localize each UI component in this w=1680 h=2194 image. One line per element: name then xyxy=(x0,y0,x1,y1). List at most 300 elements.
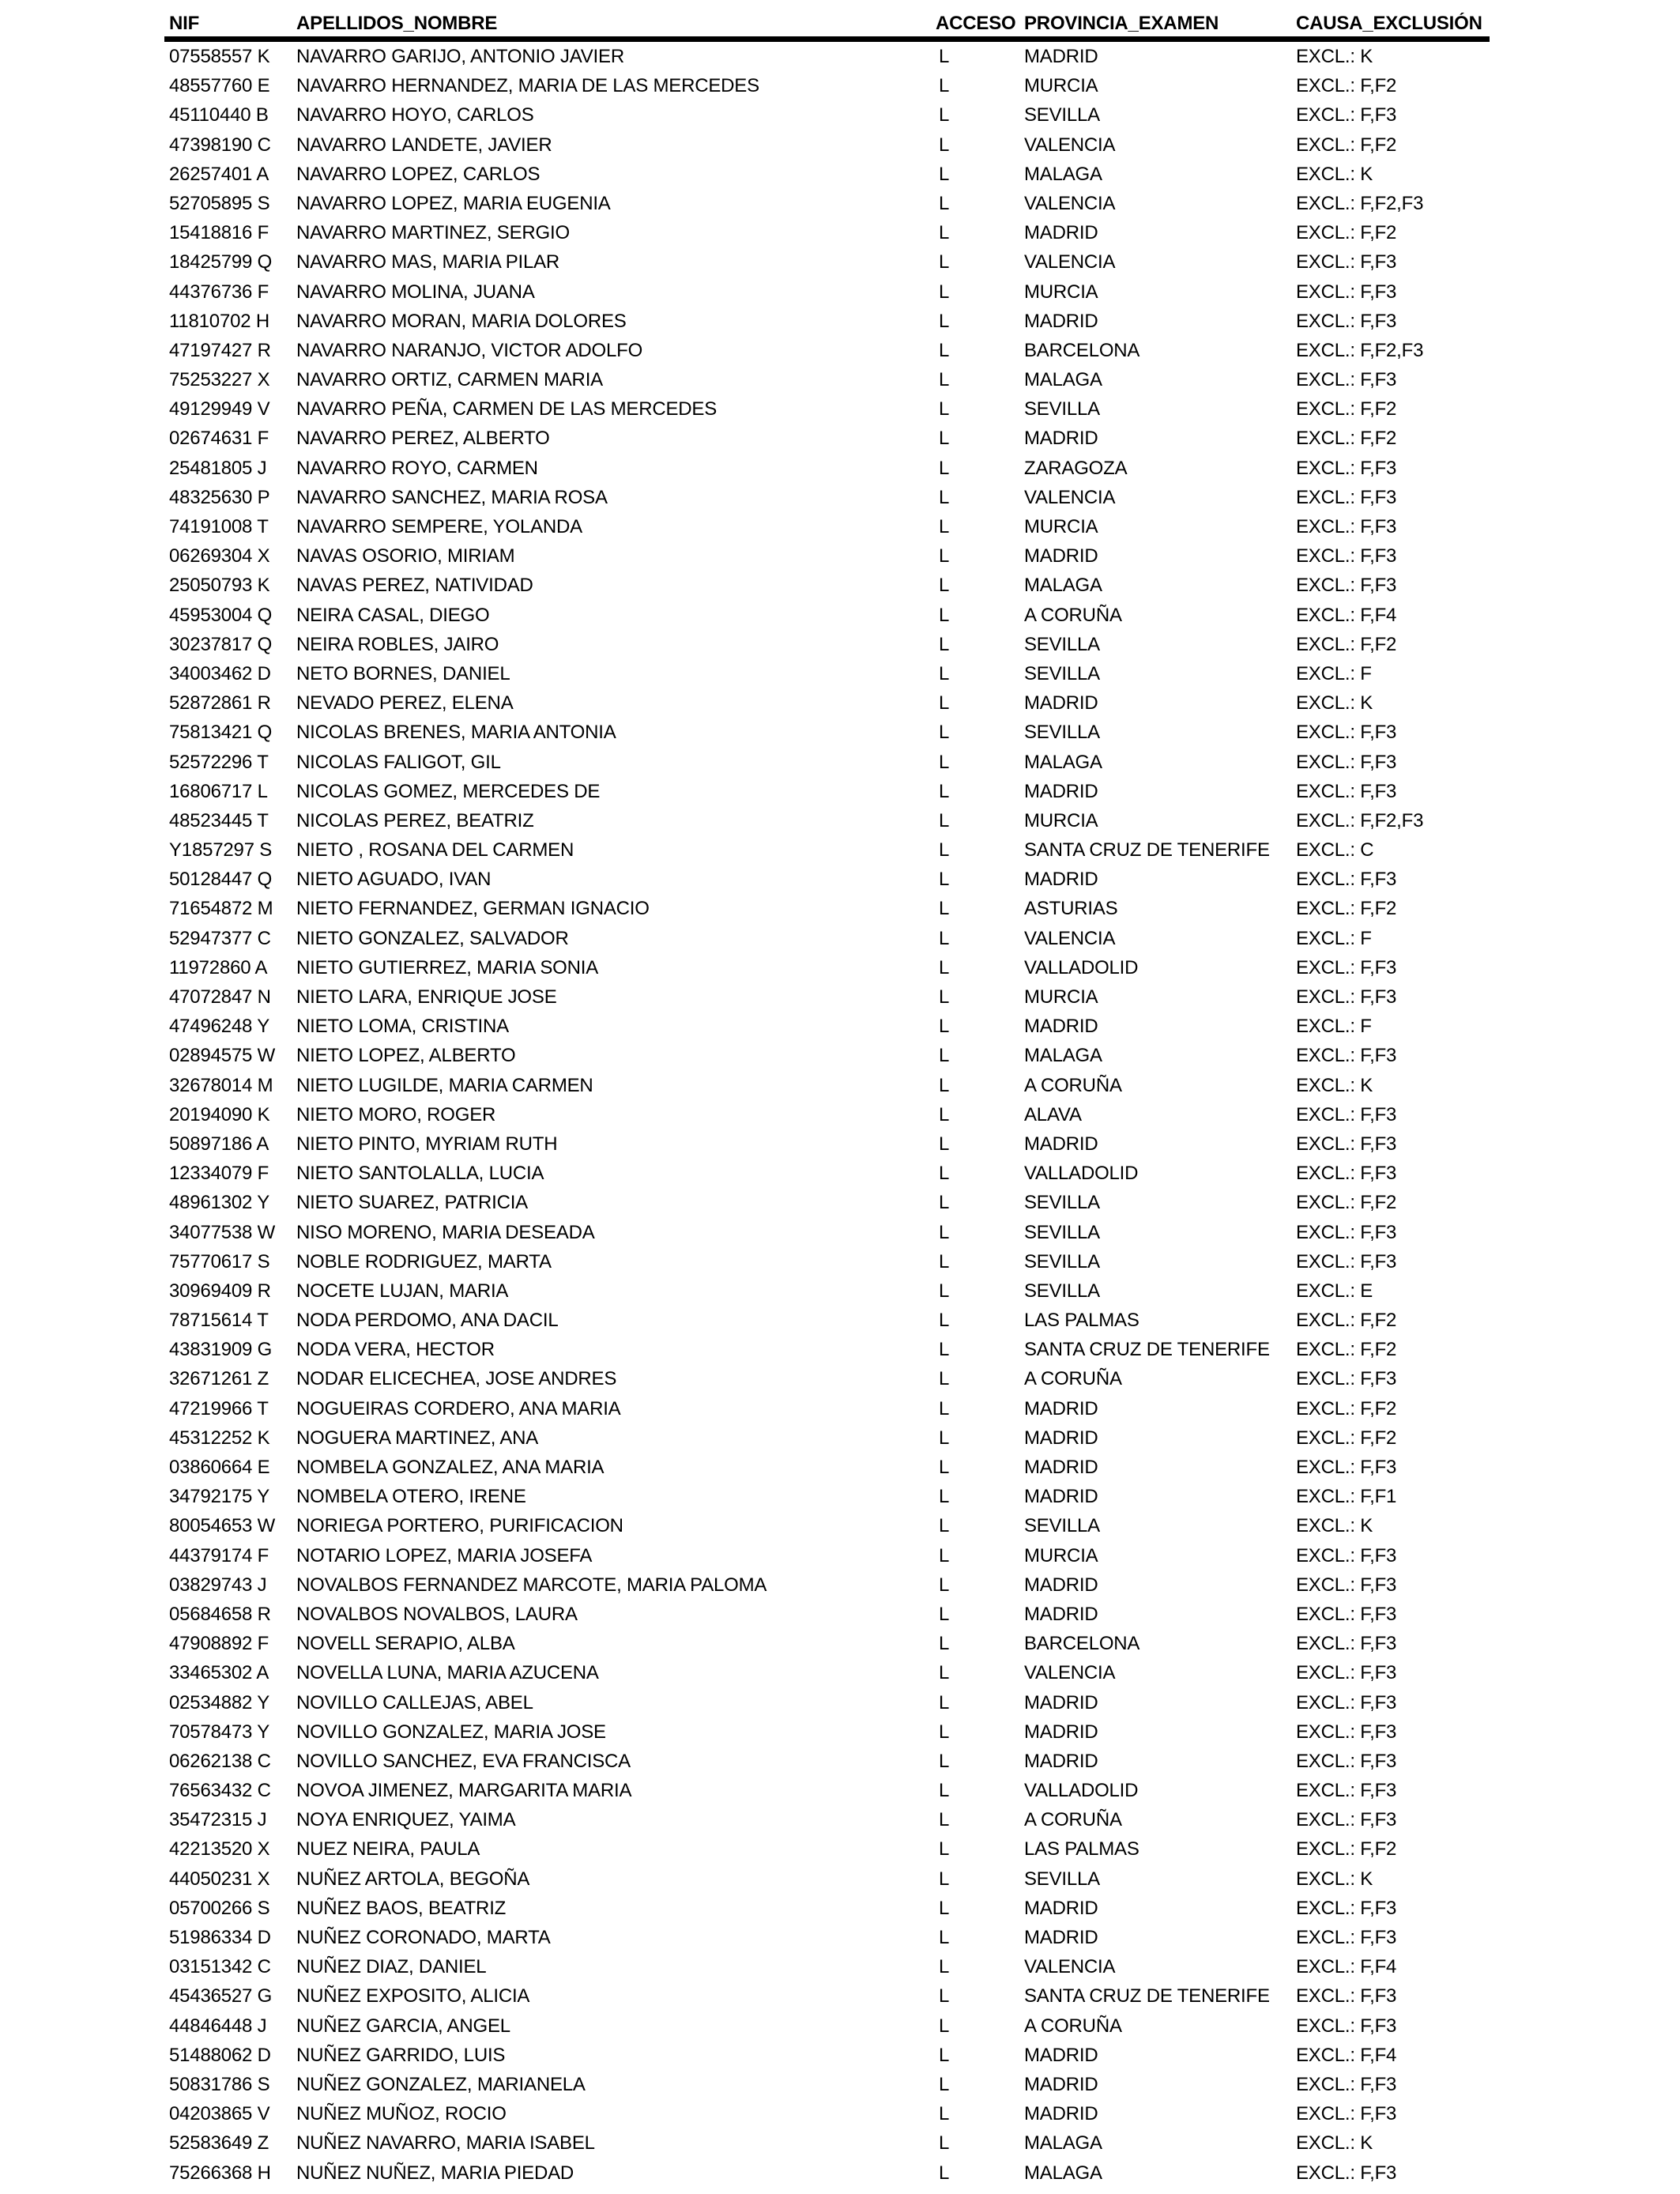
nif-cell: 48557760 E xyxy=(169,75,270,97)
name-cell: NOCETE LUJAN, MARIA xyxy=(296,1280,509,1302)
provincia-cell: MALAGA xyxy=(1024,575,1102,597)
provincia-cell: SEVILLA xyxy=(1024,1280,1100,1302)
table-row xyxy=(164,483,1490,512)
nif-cell: 26257401 A xyxy=(169,163,269,185)
table-row xyxy=(164,218,1490,247)
provincia-cell: SEVILLA xyxy=(1024,633,1100,655)
table-row xyxy=(164,2070,1490,2099)
name-cell: NIETO GUTIERREZ, MARIA SONIA xyxy=(296,956,599,978)
name-cell: NICOLAS FALIGOT, GIL xyxy=(296,751,501,773)
provincia-cell: MADRID xyxy=(1024,1691,1098,1713)
name-cell: NAVARRO GARIJO, ANTONIO JAVIER xyxy=(296,46,624,67)
acceso-cell: L xyxy=(939,1221,950,1243)
name-cell: NODA VERA, HECTOR xyxy=(296,1339,495,1361)
causa-cell: EXCL.: F,F3 xyxy=(1296,1603,1397,1625)
table-row xyxy=(164,1129,1490,1159)
provincia-cell: SANTA CRUZ DE TENERIFE xyxy=(1024,839,1270,861)
causa-cell: EXCL.: F,F3 xyxy=(1296,1809,1397,1831)
provincia-cell: BARCELONA xyxy=(1024,339,1140,361)
acceso-cell: L xyxy=(939,869,950,891)
nif-cell: 02674631 F xyxy=(169,428,269,450)
causa-cell: EXCL.: F,F3 xyxy=(1296,722,1397,744)
causa-cell: EXCL.: F,F3 xyxy=(1296,1897,1397,1919)
causa-cell: EXCL.: F,F3 xyxy=(1296,104,1397,126)
table-row xyxy=(164,365,1490,394)
table-row xyxy=(164,1012,1490,1041)
acceso-cell: L xyxy=(939,516,950,537)
name-cell: NICOLAS GOMEZ, MERCEDES DE xyxy=(296,780,601,802)
causa-cell: EXCL.: F,F3 xyxy=(1296,516,1397,537)
acceso-cell: L xyxy=(939,1368,950,1390)
provincia-cell: SEVILLA xyxy=(1024,398,1100,420)
provincia-cell: MURCIA xyxy=(1024,1544,1098,1566)
provincia-cell: MURCIA xyxy=(1024,986,1098,1008)
table-row xyxy=(164,454,1490,483)
nif-cell: 52705895 S xyxy=(169,192,270,214)
table-row xyxy=(164,42,1490,71)
causa-cell: EXCL.: F,F3 xyxy=(1296,457,1397,479)
name-cell: NOGUERA MARTINEZ, ANA xyxy=(296,1427,539,1449)
nif-cell: 07558557 K xyxy=(169,46,270,67)
table-row xyxy=(164,1864,1490,1894)
causa-cell: EXCL.: F,F3 xyxy=(1296,780,1397,802)
table-row xyxy=(164,100,1490,130)
nif-cell: 71654872 M xyxy=(169,898,273,920)
table-row xyxy=(164,1159,1490,1188)
nif-cell: 76563432 C xyxy=(169,1780,271,1802)
nif-cell: 47072847 N xyxy=(169,986,271,1008)
name-cell: NAVARRO SANCHEZ, MARIA ROSA xyxy=(296,486,608,508)
nif-cell: 47908892 F xyxy=(169,1633,269,1655)
acceso-cell: L xyxy=(939,1603,950,1625)
acceso-cell: L xyxy=(939,1192,950,1214)
acceso-cell: L xyxy=(939,1956,950,1978)
acceso-cell: L xyxy=(939,192,950,214)
table-row xyxy=(164,1629,1490,1658)
nif-cell: 03829743 J xyxy=(169,1574,267,1596)
acceso-cell: L xyxy=(939,780,950,802)
nif-cell: 25050793 K xyxy=(169,575,270,597)
nif-cell: 48961302 Y xyxy=(169,1192,270,1214)
provincia-cell: MALAGA xyxy=(1024,369,1102,391)
name-cell: NEIRA ROBLES, JAIRO xyxy=(296,633,499,655)
nif-cell: 75770617 S xyxy=(169,1250,270,1272)
causa-cell: EXCL.: F,F4 xyxy=(1296,2044,1397,2066)
nif-cell: 70578473 Y xyxy=(169,1721,270,1743)
acceso-cell: L xyxy=(939,575,950,597)
causa-cell: EXCL.: F,F2,F3 xyxy=(1296,809,1424,831)
column-header-acceso: ACCESO xyxy=(936,13,1016,34)
table-row xyxy=(164,601,1490,630)
provincia-cell: SEVILLA xyxy=(1024,1192,1100,1214)
provincia-cell: MADRID xyxy=(1024,1133,1098,1155)
table-row xyxy=(164,1482,1490,1511)
provincia-cell: MALAGA xyxy=(1024,2132,1102,2154)
provincia-cell: SEVILLA xyxy=(1024,1515,1100,1537)
acceso-cell: L xyxy=(939,898,950,920)
name-cell: NICOLAS BRENES, MARIA ANTONIA xyxy=(296,722,616,744)
name-cell: NICOLAS PEREZ, BEATRIZ xyxy=(296,809,534,831)
causa-cell: EXCL.: F,F1 xyxy=(1296,1486,1397,1508)
table-row xyxy=(164,1423,1490,1453)
acceso-cell: L xyxy=(939,545,950,567)
table-row xyxy=(164,982,1490,1012)
nif-cell: 50831786 S xyxy=(169,2073,270,2095)
acceso-cell: L xyxy=(939,2103,950,2125)
table-row xyxy=(164,777,1490,806)
table-row xyxy=(164,1218,1490,1247)
provincia-cell: MADRID xyxy=(1024,1927,1098,1948)
causa-cell: EXCL.: F,F3 xyxy=(1296,1045,1397,1067)
causa-cell: EXCL.: F,F3 xyxy=(1296,281,1397,303)
acceso-cell: L xyxy=(939,1250,950,1272)
name-cell: NODA PERDOMO, ANA DACIL xyxy=(296,1310,559,1332)
causa-cell: EXCL.: F,F2 xyxy=(1296,898,1397,920)
provincia-cell: SANTA CRUZ DE TENERIFE xyxy=(1024,1339,1270,1361)
name-cell: NUÑEZ BAOS, BEATRIZ xyxy=(296,1897,507,1919)
acceso-cell: L xyxy=(939,1515,950,1537)
name-cell: NAVARRO LOPEZ, CARLOS xyxy=(296,163,541,185)
name-cell: NOVILLO GONZALEZ, MARIA JOSE xyxy=(296,1721,606,1743)
causa-cell: EXCL.: F xyxy=(1296,662,1372,684)
name-cell: NIETO LARA, ENRIQUE JOSE xyxy=(296,986,557,1008)
table-row xyxy=(164,718,1490,747)
nif-cell: 32678014 M xyxy=(169,1074,273,1096)
name-cell: NOVALBOS NOVALBOS, LAURA xyxy=(296,1603,578,1625)
acceso-cell: L xyxy=(939,222,950,244)
nif-cell: 45953004 Q xyxy=(169,604,273,626)
acceso-cell: L xyxy=(939,46,950,67)
provincia-cell: MURCIA xyxy=(1024,281,1098,303)
causa-cell: EXCL.: F,F3 xyxy=(1296,369,1397,391)
name-cell: NUÑEZ MUÑOZ, ROCIO xyxy=(296,2103,507,2125)
table-row xyxy=(164,424,1490,453)
causa-cell: EXCL.: K xyxy=(1296,1074,1373,1096)
nif-cell: 51986334 D xyxy=(169,1927,271,1948)
causa-cell: EXCL.: C xyxy=(1296,839,1374,861)
name-cell: NAVARRO MAS, MARIA PILAR xyxy=(296,251,560,273)
nif-cell: 11972860 A xyxy=(169,956,268,978)
acceso-cell: L xyxy=(939,310,950,332)
provincia-cell: SEVILLA xyxy=(1024,722,1100,744)
acceso-cell: L xyxy=(939,281,950,303)
causa-cell: EXCL.: F,F3 xyxy=(1296,956,1397,978)
causa-cell: EXCL.: F,F2 xyxy=(1296,1310,1397,1332)
causa-cell: EXCL.: F,F3 xyxy=(1296,1927,1397,1948)
table-row xyxy=(164,541,1490,571)
causa-cell: EXCL.: F,F3 xyxy=(1296,1750,1397,1772)
acceso-cell: L xyxy=(939,1486,950,1508)
table-row xyxy=(164,2041,1490,2070)
name-cell: NUÑEZ DIAZ, DANIEL xyxy=(296,1956,487,1978)
nif-cell: 50897186 A xyxy=(169,1133,269,1155)
name-cell: NIETO LOMA, CRISTINA xyxy=(296,1016,509,1038)
acceso-cell: L xyxy=(939,986,950,1008)
provincia-cell: MADRID xyxy=(1024,1721,1098,1743)
table-row xyxy=(164,1453,1490,1482)
table-row xyxy=(164,688,1490,718)
causa-cell: EXCL.: F,F3 xyxy=(1296,1163,1397,1185)
table-row xyxy=(164,1923,1490,1952)
acceso-cell: L xyxy=(939,1780,950,1802)
table-row xyxy=(164,1717,1490,1747)
causa-cell: EXCL.: F,F3 xyxy=(1296,251,1397,273)
name-cell: NISO MORENO, MARIA DESEADA xyxy=(296,1221,595,1243)
header-rule xyxy=(164,36,1490,42)
causa-cell: EXCL.: F,F2 xyxy=(1296,1427,1397,1449)
nif-cell: 12334079 F xyxy=(169,1163,269,1185)
table-row xyxy=(164,2158,1490,2188)
table-row xyxy=(164,1276,1490,1306)
table-row xyxy=(164,1894,1490,1923)
acceso-cell: L xyxy=(939,486,950,508)
nif-cell: Y1857297 S xyxy=(169,839,273,861)
acceso-cell: L xyxy=(939,1574,950,1596)
nif-cell: 48523445 T xyxy=(169,809,269,831)
acceso-cell: L xyxy=(939,1427,950,1449)
table-row xyxy=(164,630,1490,659)
table-row xyxy=(164,748,1490,777)
nif-cell: 52583649 Z xyxy=(169,2132,269,2154)
acceso-cell: L xyxy=(939,1457,950,1478)
causa-cell: EXCL.: F,F3 xyxy=(1296,1250,1397,1272)
causa-cell: EXCL.: K xyxy=(1296,1515,1373,1537)
provincia-cell: ZARAGOZA xyxy=(1024,457,1128,479)
name-cell: NOVALBOS FERNANDEZ MARCOTE, MARIA PALOMA xyxy=(296,1574,767,1596)
table-row xyxy=(164,1776,1490,1805)
provincia-cell: VALENCIA xyxy=(1024,927,1116,949)
nif-cell: 50128447 Q xyxy=(169,869,273,891)
causa-cell: EXCL.: F,F3 xyxy=(1296,1691,1397,1713)
nif-cell: 03151342 C xyxy=(169,1956,271,1978)
nif-cell: 35472315 J xyxy=(169,1809,267,1831)
acceso-cell: L xyxy=(939,1397,950,1419)
name-cell: NAVARRO PEREZ, ALBERTO xyxy=(296,428,550,450)
causa-cell: EXCL.: F,F2 xyxy=(1296,428,1397,450)
nif-cell: 05684658 R xyxy=(169,1603,271,1625)
acceso-cell: L xyxy=(939,134,950,156)
table-row xyxy=(164,1541,1490,1570)
causa-cell: EXCL.: F,F3 xyxy=(1296,1221,1397,1243)
acceso-cell: L xyxy=(939,457,950,479)
table-row xyxy=(164,865,1490,894)
provincia-cell: MALAGA xyxy=(1024,751,1102,773)
table-row xyxy=(164,1600,1490,1629)
provincia-cell: SEVILLA xyxy=(1024,1868,1100,1890)
causa-cell: EXCL.: F,F3 xyxy=(1296,869,1397,891)
provincia-cell: MURCIA xyxy=(1024,809,1098,831)
column-header-name: APELLIDOS_NOMBRE xyxy=(296,13,498,34)
nif-cell: 11810702 H xyxy=(169,310,270,332)
provincia-cell: SEVILLA xyxy=(1024,1250,1100,1272)
table-row xyxy=(164,924,1490,953)
causa-cell: EXCL.: F,F2 xyxy=(1296,1838,1397,1860)
table-header-row xyxy=(164,13,1490,34)
nif-cell: 43831909 G xyxy=(169,1339,273,1361)
provincia-cell: MADRID xyxy=(1024,1897,1098,1919)
name-cell: NAVARRO PEÑA, CARMEN DE LAS MERCEDES xyxy=(296,398,718,420)
acceso-cell: L xyxy=(939,1662,950,1684)
causa-cell: EXCL.: K xyxy=(1296,163,1373,185)
provincia-cell: MADRID xyxy=(1024,1397,1098,1419)
nif-cell: 45312252 K xyxy=(169,1427,270,1449)
acceso-cell: L xyxy=(939,2073,950,2095)
provincia-cell: A CORUÑA xyxy=(1024,2015,1122,2037)
table-row xyxy=(164,1306,1490,1335)
nif-cell: 75253227 X xyxy=(169,369,270,391)
provincia-cell: VALLADOLID xyxy=(1024,956,1139,978)
table-row xyxy=(164,1041,1490,1070)
provincia-cell: MADRID xyxy=(1024,869,1098,891)
table-row xyxy=(164,336,1490,365)
name-cell: NAVARRO LOPEZ, MARIA EUGENIA xyxy=(296,192,611,214)
acceso-cell: L xyxy=(939,1310,950,1332)
name-cell: NUÑEZ NAVARRO, MARIA ISABEL xyxy=(296,2132,595,2154)
name-cell: NOVILLO CALLEJAS, ABEL xyxy=(296,1691,533,1713)
table-row xyxy=(164,835,1490,865)
provincia-cell: VALENCIA xyxy=(1024,1662,1116,1684)
table-row xyxy=(164,394,1490,424)
table-row xyxy=(164,1570,1490,1600)
causa-cell: EXCL.: F,F2,F3 xyxy=(1296,339,1424,361)
table-row xyxy=(164,659,1490,688)
table-row xyxy=(164,2099,1490,2128)
provincia-cell: A CORUÑA xyxy=(1024,604,1122,626)
nif-cell: 03860664 E xyxy=(169,1457,270,1478)
nif-cell: 06269304 X xyxy=(169,545,270,567)
name-cell: NAVARRO ORTIZ, CARMEN MARIA xyxy=(296,369,603,391)
causa-cell: EXCL.: F,F3 xyxy=(1296,1662,1397,1684)
name-cell: NOTARIO LOPEZ, MARIA JOSEFA xyxy=(296,1544,593,1566)
nif-cell: 52947377 C xyxy=(169,927,271,949)
nif-cell: 20194090 K xyxy=(169,1103,270,1125)
table-row xyxy=(164,130,1490,160)
causa-cell: EXCL.: F xyxy=(1296,927,1372,949)
name-cell: NIETO SANTOLALLA, LUCIA xyxy=(296,1163,544,1185)
table-row xyxy=(164,1247,1490,1276)
table-row xyxy=(164,1511,1490,1540)
name-cell: NAVARRO SEMPERE, YOLANDA xyxy=(296,516,582,537)
causa-cell: EXCL.: F,F4 xyxy=(1296,1956,1397,1978)
causa-cell: EXCL.: F,F2 xyxy=(1296,633,1397,655)
name-cell: NUÑEZ GARCIA, ANGEL xyxy=(296,2015,510,2037)
causa-cell: EXCL.: F,F2,F3 xyxy=(1296,192,1424,214)
name-cell: NOBLE RODRIGUEZ, MARTA xyxy=(296,1250,552,1272)
provincia-cell: MADRID xyxy=(1024,1574,1098,1596)
table-row xyxy=(164,1981,1490,2011)
provincia-cell: MADRID xyxy=(1024,46,1098,67)
provincia-cell: VALENCIA xyxy=(1024,486,1116,508)
nif-cell: 44846448 J xyxy=(169,2015,267,2037)
name-cell: NIETO , ROSANA DEL CARMEN xyxy=(296,839,574,861)
acceso-cell: L xyxy=(939,604,950,626)
acceso-cell: L xyxy=(939,2044,950,2066)
name-cell: NUÑEZ EXPOSITO, ALICIA xyxy=(296,1985,530,2007)
provincia-cell: LAS PALMAS xyxy=(1024,1310,1139,1332)
table-row xyxy=(164,71,1490,100)
provincia-cell: MADRID xyxy=(1024,2103,1098,2125)
nif-cell: 47219966 T xyxy=(169,1397,269,1419)
causa-cell: EXCL.: F,F2 xyxy=(1296,1397,1397,1419)
acceso-cell: L xyxy=(939,251,950,273)
name-cell: NUÑEZ CORONADO, MARTA xyxy=(296,1927,551,1948)
causa-cell: EXCL.: K xyxy=(1296,1868,1373,1890)
table-row xyxy=(164,1747,1490,1776)
nif-cell: 75266368 H xyxy=(169,2162,271,2184)
causa-cell: EXCL.: F,F3 xyxy=(1296,1780,1397,1802)
provincia-cell: VALENCIA xyxy=(1024,251,1116,273)
name-cell: NUÑEZ ARTOLA, BEGOÑA xyxy=(296,1868,530,1890)
table-row xyxy=(164,1335,1490,1364)
provincia-cell: ASTURIAS xyxy=(1024,898,1118,920)
name-cell: NAVARRO MORAN, MARIA DOLORES xyxy=(296,310,627,332)
causa-cell: EXCL.: F,F2 xyxy=(1296,134,1397,156)
provincia-cell: MURCIA xyxy=(1024,516,1098,537)
provincia-cell: SEVILLA xyxy=(1024,662,1100,684)
causa-cell: EXCL.: F,F3 xyxy=(1296,1574,1397,1596)
acceso-cell: L xyxy=(939,1868,950,1890)
name-cell: NUÑEZ GARRIDO, LUIS xyxy=(296,2044,506,2066)
causa-cell: EXCL.: F,F2 xyxy=(1296,75,1397,97)
acceso-cell: L xyxy=(939,1339,950,1361)
name-cell: NIETO PINTO, MYRIAM RUTH xyxy=(296,1133,558,1155)
causa-cell: EXCL.: F,F3 xyxy=(1296,486,1397,508)
name-cell: NOVOA JIMENEZ, MARGARITA MARIA xyxy=(296,1780,632,1802)
name-cell: NUÑEZ GONZALEZ, MARIANELA xyxy=(296,2073,586,2095)
provincia-cell: MADRID xyxy=(1024,2044,1098,2066)
column-header-causa: CAUSA_EXCLUSIÓN xyxy=(1296,13,1482,34)
table-row xyxy=(164,1658,1490,1687)
nif-cell: 18425799 Q xyxy=(169,251,273,273)
provincia-cell: LAS PALMAS xyxy=(1024,1838,1139,1860)
causa-cell: EXCL.: F,F3 xyxy=(1296,1368,1397,1390)
acceso-cell: L xyxy=(939,1927,950,1948)
nif-cell: 47398190 C xyxy=(169,134,271,156)
causa-cell: EXCL.: E xyxy=(1296,1280,1373,1302)
nif-cell: 75813421 Q xyxy=(169,722,273,744)
table-row xyxy=(164,512,1490,541)
causa-cell: EXCL.: F,F3 xyxy=(1296,1457,1397,1478)
provincia-cell: MADRID xyxy=(1024,780,1098,802)
acceso-cell: L xyxy=(939,1633,950,1655)
nif-cell: 34077538 W xyxy=(169,1221,276,1243)
nif-cell: 47496248 Y xyxy=(169,1016,270,1038)
causa-cell: EXCL.: F,F3 xyxy=(1296,1544,1397,1566)
provincia-cell: VALENCIA xyxy=(1024,1956,1116,1978)
acceso-cell: L xyxy=(939,1985,950,2007)
causa-cell: EXCL.: F,F3 xyxy=(1296,2162,1397,2184)
acceso-cell: L xyxy=(939,75,950,97)
name-cell: NOYA ENRIQUEZ, YAIMA xyxy=(296,1809,516,1831)
acceso-cell: L xyxy=(939,956,950,978)
acceso-cell: L xyxy=(939,1544,950,1566)
nif-cell: 05700266 S xyxy=(169,1897,270,1919)
table-row xyxy=(164,806,1490,835)
causa-cell: EXCL.: F,F3 xyxy=(1296,1633,1397,1655)
acceso-cell: L xyxy=(939,398,950,420)
provincia-cell: SEVILLA xyxy=(1024,104,1100,126)
name-cell: NOMBELA OTERO, IRENE xyxy=(296,1486,526,1508)
name-cell: NIETO MORO, ROGER xyxy=(296,1103,496,1125)
nif-cell: 42213520 X xyxy=(169,1838,270,1860)
name-cell: NORIEGA PORTERO, PURIFICACION xyxy=(296,1515,623,1537)
causa-cell: EXCL.: F,F2 xyxy=(1296,1339,1397,1361)
causa-cell: EXCL.: F,F3 xyxy=(1296,2073,1397,2095)
table-row xyxy=(164,1688,1490,1717)
nif-cell: 04203865 V xyxy=(169,2103,270,2125)
nif-cell: 44376736 F xyxy=(169,281,269,303)
acceso-cell: L xyxy=(939,809,950,831)
